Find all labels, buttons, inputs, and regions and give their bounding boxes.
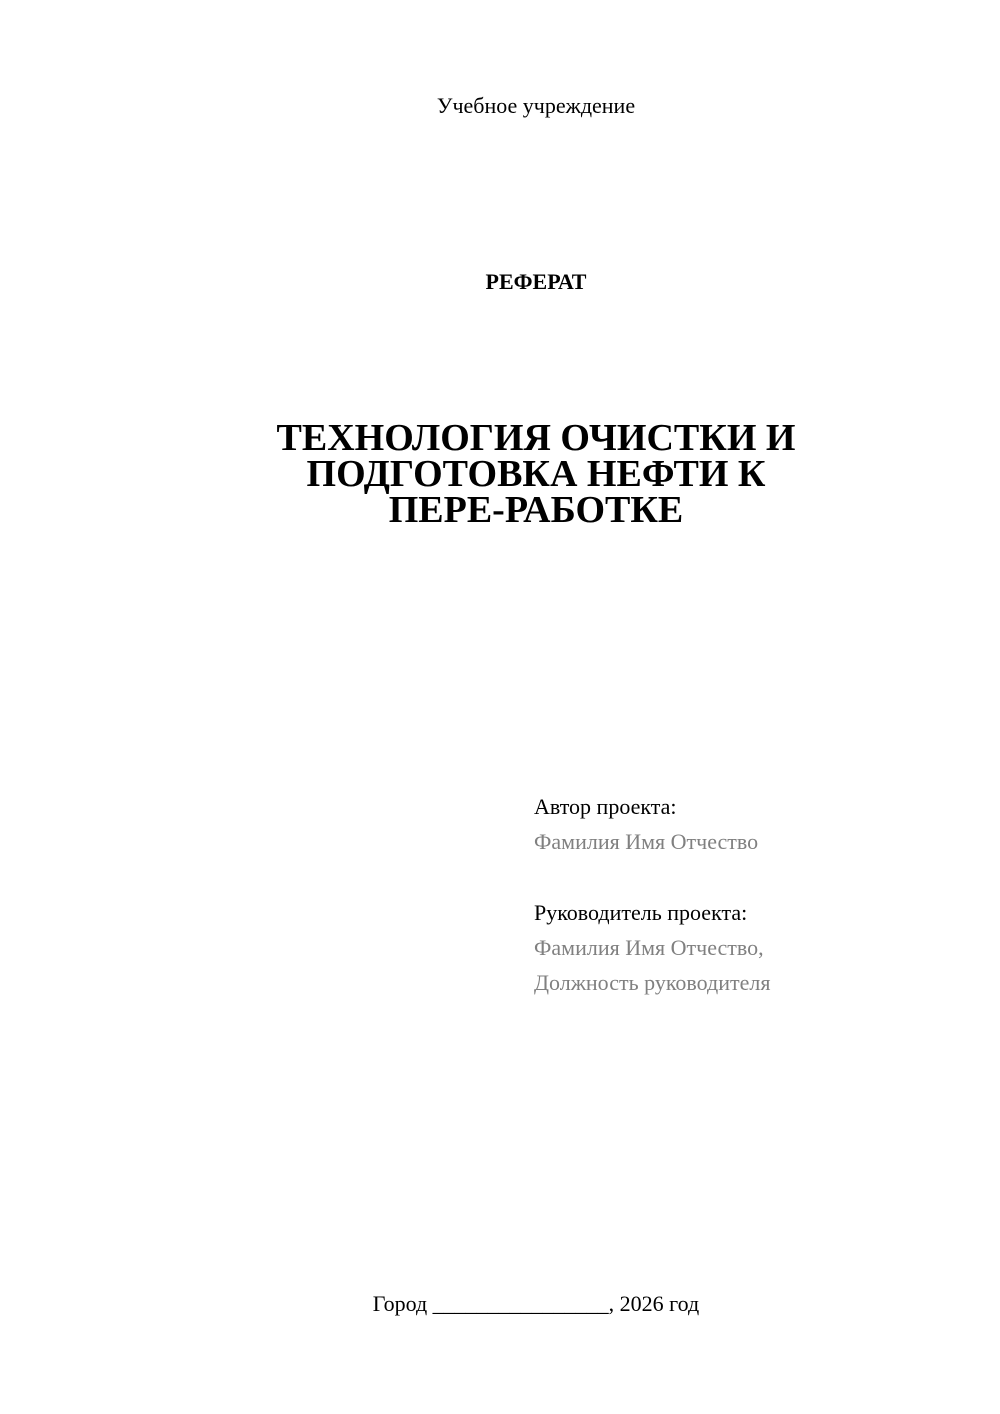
document-title [236,417,836,531]
title-line: ТЕХНОЛОГИЯ ОЧИСТКИ И [276,417,796,459]
institution-name: Учебное учреждение [436,93,636,118]
city-year-line: Город ________________, 2026 год [372,1291,700,1316]
author-label: Автор проекта: [534,794,677,819]
supervisor-label: Руководитель проекта: [534,900,748,925]
supervisor-position: Должность руководителя [534,970,771,995]
document-type: РЕФЕРАТ [485,269,587,294]
project-info [534,789,974,1000]
supervisor-name: Фамилия Имя Отчество, [534,935,764,960]
author-name: Фамилия Имя Отчество [534,829,759,854]
title-line: ПЕРЕ-РАБОТКЕ [388,489,684,531]
info-spacer [534,859,974,895]
title-line: ПОДГОТОВКА НЕФТИ К [306,453,766,495]
